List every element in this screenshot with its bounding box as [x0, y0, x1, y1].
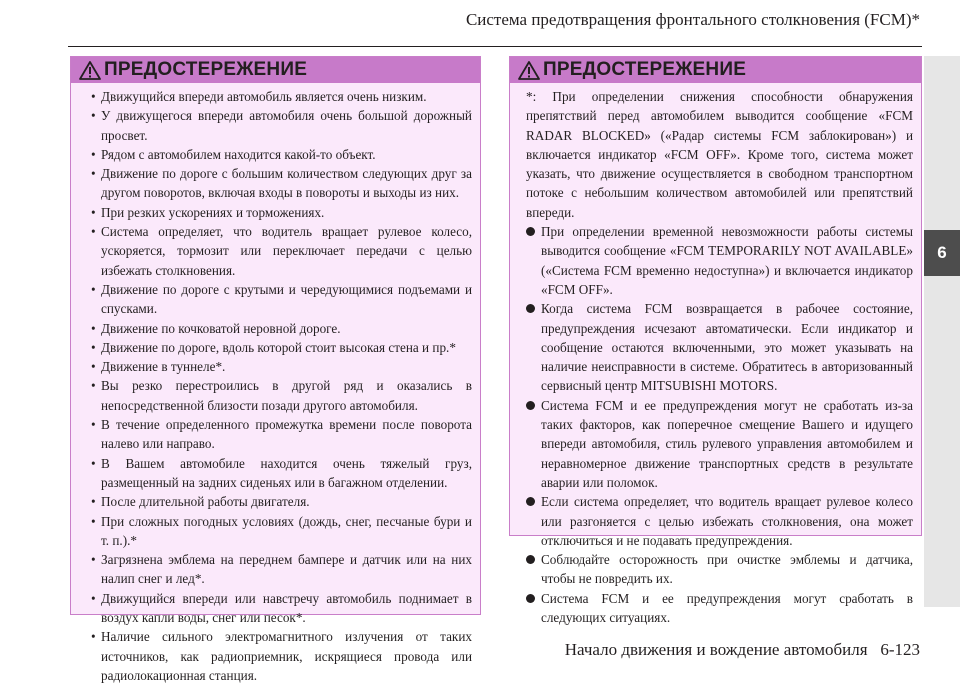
warning-list-item: • Движение по дороге с крутыми и чередующимися подъемами и спусками. [91, 280, 472, 319]
warning-list-item-text: При определении временной невозможности работы системы выводится сообщение «FCM TEMPORARILY NOT AVAILABLE» («Система FCM временно недоступна») и включается индикатор «FCM OFF». [541, 224, 913, 297]
right-warning-box [509, 56, 922, 626]
warning-heading: ПРЕДОСТЕРЕЖЕНИЕ [543, 59, 747, 80]
warning-list-item: • Движение в туннеле*. [91, 357, 472, 376]
left-warning-box [70, 56, 481, 683]
bullet-icon [526, 401, 535, 410]
footnote-text: *: При определении снижения способности обнаружения препятствий перед автомобилем выводится сообщение «FCM RADAR BLOCKED» («Радар системы FCM заблокирован») и включается индикатор «FCM OFF». Кроме того, система может указать, что движение осуществляется в свободном транспортном потоке с небольшим количеством автомобилей или препятствий впереди. [526, 89, 913, 220]
warning-heading: ПРЕДОСТЕРЕЖЕНИЕ [104, 59, 308, 80]
warning-triangle-icon [79, 61, 101, 80]
bullet-icon [526, 594, 535, 603]
warning-list-item: • При резких ускорениях и торможениях. [91, 203, 472, 222]
warning-list-item [526, 222, 913, 299]
warning-list-item [526, 589, 913, 628]
warning-list-item-text: Соблюдайте осторожность при очистке эмблемы и датчика, чтобы не повредить их. [541, 552, 913, 587]
warning-list-item: • В Вашем автомобиле находится очень тяжелый груз, размещенный на задних сиденьях или в багажном отделении. [91, 454, 472, 493]
warning-header [71, 57, 480, 83]
warning-triangle-icon [518, 61, 540, 80]
warning-list-item: • Движущийся впереди автомобиль является очень низким. [91, 87, 472, 106]
warning-list-item: • Наличие сильного электромагнитного излучения от таких источников, как радиоприемник, искрящиеся провода или радиолокационная станция. [91, 627, 472, 685]
bullet-icon [526, 497, 535, 506]
warning-list-item [526, 299, 913, 395]
warning-list [71, 83, 480, 689]
warning-list-item-text: Если система определяет, что водитель вращает рулевое колесо или разгоняется с целью избежать столкновения, она может отключиться и не подавать предупреждения. [541, 494, 913, 548]
warning-list-item: • Движение по кочковатой неровной дороге. [91, 319, 472, 338]
warning-list-item: • Система определяет, что водитель вращает рулевое колесо, ускоряется, тормозит или переключает передачи с целью избежать столкновения. [91, 222, 472, 280]
header-rule [68, 46, 922, 47]
bullet-icon [526, 227, 535, 236]
warning-list-item [526, 396, 913, 492]
bullet-icon [526, 304, 535, 313]
warning-list-item: • Движение по дороге с большим количеством следующих друг за другом поворотов, включая входы в повороты и выходы из них. [91, 164, 472, 203]
page-number: 6-123 [880, 640, 920, 659]
warning-list-item-text: Система FCM и ее предупреждения могут сработать в следующих ситуациях. [541, 590, 913, 626]
warning-list-item [526, 550, 913, 589]
warning-list-item-text: Система FCM и ее предупреждения могут не сработать из-за таких факторов, как поперечное смещение Вашего и идущего впереди автомобиля, стиль рулевого управления автомобилем и неравномерное движение транспортных средств в результате аварии или поломок. [541, 397, 913, 490]
warning-list-item: • Рядом с автомобилем находится какой-то объект. [91, 145, 472, 164]
warning-list-item: • У движущегося впереди автомобиля очень большой дорожный просвет. [91, 106, 472, 145]
warning-list-item: • После длительной работы двигателя. [91, 492, 472, 511]
footer-section-title: Начало движения и вождение автомобиля [564, 640, 868, 659]
warning-list-item: • При сложных погодных условиях (дождь, снег, песчаные бури и т. п.).* [91, 512, 472, 551]
side-tab [924, 56, 960, 607]
warning-list-item: • В течение определенного промежутка времени после поворота налево или направо. [91, 415, 472, 454]
page-footer [565, 640, 920, 660]
warning-list-item: • Движение по дороге, вдоль которой стоит высокая стена и пр.* [91, 338, 472, 357]
warning-list-item: • Загрязнена эмблема на переднем бампере и датчик или на них налип снег и лед*. [91, 550, 472, 589]
chapter-number: 6 [924, 230, 960, 276]
warning-list-item-text: Когда система FCM возвращается в рабочее состояние, предупреждения исчезают автоматически. Если индикатор и сообщение остаются включенными, это может указывать на наличие неисправности в системе. Обратитесь в авторизованный сервисный центр MITSUBISHI MOTORS. [541, 301, 913, 394]
bullet-icon [526, 555, 535, 564]
warning-list-item: • Вы резко перестроились в другой ряд и оказались в непосредственной близости позади другого автомобиля. [91, 376, 472, 415]
warning-list-item: • Движущийся впереди или навстречу автомобиль поднимает в воздух капли воды, снег или песок*. [91, 589, 472, 628]
warning-list [510, 83, 921, 631]
page-header-title: Система предотвращения фронтального столкновения (FCM)* [465, 10, 920, 29]
warning-header [510, 57, 921, 83]
warning-list-item [526, 492, 913, 550]
